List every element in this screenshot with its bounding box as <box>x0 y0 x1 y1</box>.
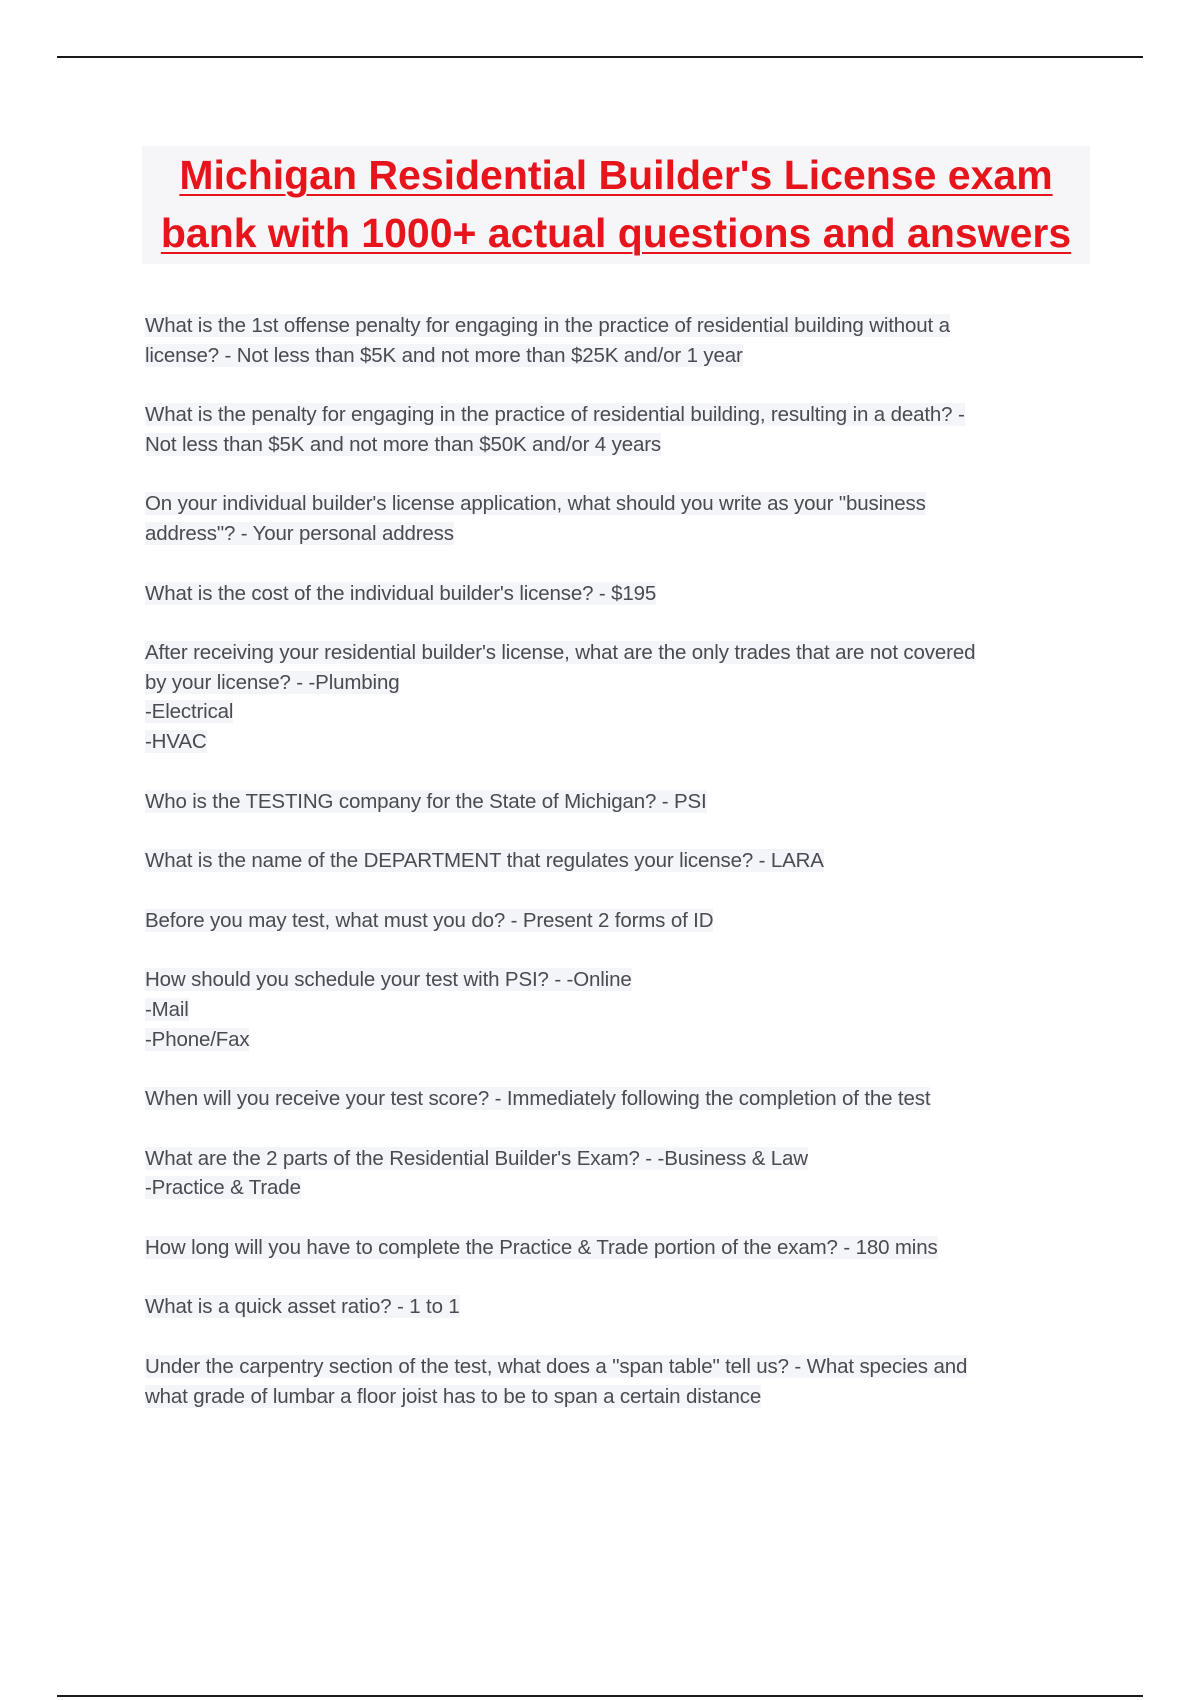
qa-item <box>145 1144 1075 1203</box>
qa-line <box>145 1233 1075 1263</box>
qa-line-text: How should you schedule your test with PSI? - -Online <box>145 968 632 992</box>
qa-line <box>145 400 1075 430</box>
bottom-rule <box>57 1695 1143 1697</box>
qa-line-text: -Mail <box>145 997 189 1021</box>
qa-item <box>145 846 1075 876</box>
qa-line <box>145 787 1075 817</box>
qa-line <box>145 311 1075 341</box>
qa-item <box>145 1352 1075 1411</box>
qa-item <box>145 489 1075 548</box>
qa-line-text: -HVAC <box>145 729 207 753</box>
qa-item <box>145 787 1075 817</box>
qa-line <box>145 1144 1075 1174</box>
qa-line <box>145 1173 1075 1203</box>
qa-line-text: Who is the TESTING company for the State of Michigan? - PSI <box>145 789 707 813</box>
qa-line-text: Under the carpentry section of the test, what does a "span table" tell us? - What species and <box>145 1355 968 1379</box>
qa-line <box>145 1292 1075 1322</box>
qa-line-text: On your individual builder's license application, what should you write as your "business <box>145 492 926 516</box>
qa-line-text: -Practice & Trade <box>145 1176 301 1200</box>
qa-line-text: -Phone/Fax <box>145 1027 250 1051</box>
document-title: Michigan Residential Builder's License exam bank with 1000+ actual questions and answers <box>160 152 1072 256</box>
qa-line <box>145 1382 1075 1412</box>
qa-line <box>145 1352 1075 1382</box>
qa-line <box>145 668 1075 698</box>
qa-item <box>145 638 1075 756</box>
qa-line <box>145 906 1075 936</box>
qa-line-text: What is the cost of the individual builder's license? - $195 <box>145 581 657 605</box>
qa-line-text: How long will you have to complete the Practice & Trade portion of the exam? - 180 mins <box>145 1235 938 1259</box>
qa-item <box>145 965 1075 1054</box>
qa-item <box>145 1084 1075 1114</box>
qa-item <box>145 906 1075 936</box>
qa-line-text: What is the 1st offense penalty for engaging in the practice of residential building without a <box>145 314 950 337</box>
qa-line <box>145 489 1075 519</box>
qa-item <box>145 579 1075 609</box>
qa-line-text: What is the penalty for engaging in the practice of residential building, resulting in a death? - <box>145 403 965 427</box>
qa-line <box>145 846 1075 876</box>
qa-line <box>145 727 1075 757</box>
qa-line <box>145 519 1075 549</box>
qa-line-text: Before you may test, what must you do? - Present 2 forms of ID <box>145 908 714 932</box>
qa-line-text: What is the name of the DEPARTMENT that regulates your license? - LARA <box>145 849 824 873</box>
qa-line <box>145 1084 1075 1114</box>
qa-line <box>145 965 1075 995</box>
top-rule <box>57 56 1143 58</box>
qa-line-text: -Electrical <box>145 700 234 724</box>
qa-list <box>145 311 1075 1441</box>
qa-line <box>145 579 1075 609</box>
qa-line <box>145 341 1075 371</box>
qa-line <box>145 995 1075 1025</box>
qa-line-text: When will you receive your test score? - Immediately following the completion of the test <box>145 1087 931 1111</box>
qa-line-text: what grade of lumbar a floor joist has to be to span a certain distance <box>145 1384 762 1408</box>
qa-line-text: license? - Not less than $5K and not more than $25K and/or 1 year <box>145 343 743 367</box>
qa-line <box>145 430 1075 460</box>
qa-line-text: What are the 2 parts of the Residential Builder's Exam? - -Business & Law <box>145 1146 808 1170</box>
qa-item <box>145 1233 1075 1263</box>
qa-item <box>145 1292 1075 1322</box>
qa-line-text: What is a quick asset ratio? - 1 to 1 <box>145 1295 460 1319</box>
qa-line-text: address"? - Your personal address <box>145 521 454 545</box>
qa-line-text: After receiving your residential builder's license, what are the only trades that are not covered <box>145 641 976 665</box>
qa-item <box>145 400 1075 459</box>
qa-line <box>145 638 1075 668</box>
qa-item <box>145 311 1075 370</box>
qa-line-text: Not less than $5K and not more than $50K and/or 4 years <box>145 432 661 456</box>
qa-line-text: by your license? - -Plumbing <box>145 670 400 694</box>
qa-line <box>145 697 1075 727</box>
qa-line <box>145 1025 1075 1055</box>
